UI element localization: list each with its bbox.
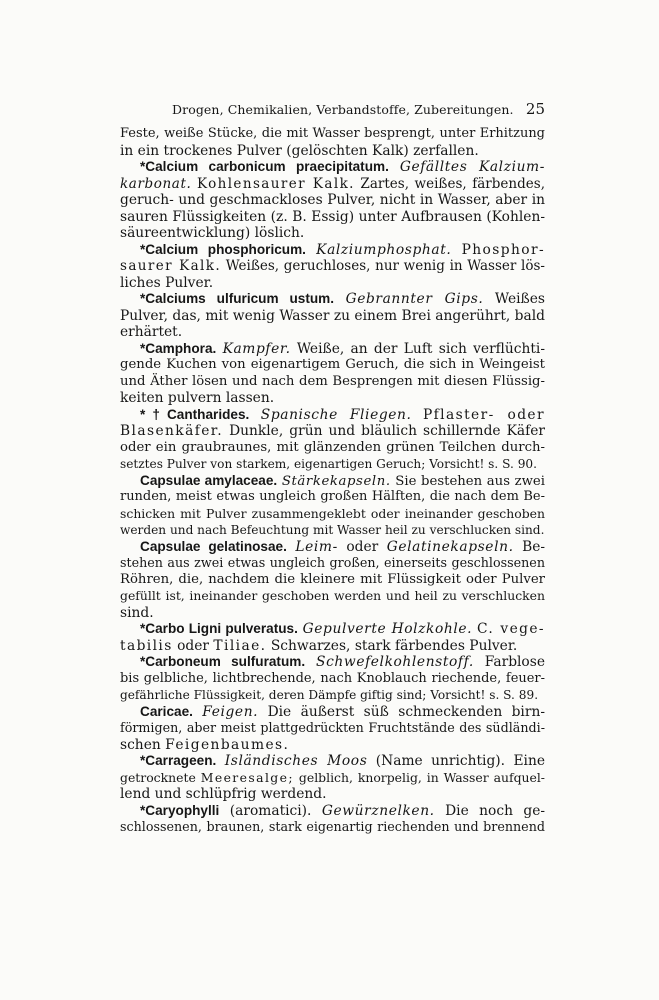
text-line: keiten pulvern lassen.: [120, 390, 275, 406]
entry-text: Eine: [513, 753, 546, 769]
entry-lemma: *Carboneum sulfuratum.: [140, 654, 306, 669]
entry-german-name: Gefälltes Kalzium-: [399, 159, 546, 175]
entry-text: (Name unrichtig).: [375, 753, 506, 769]
text-line: [120, 638, 545, 655]
entry-text: Zartes, weißes, färbendes,: [360, 175, 545, 192]
entry-camphora: [120, 341, 545, 358]
entry-cantharides: [120, 407, 545, 424]
entry-german-name: Feigen.: [202, 703, 259, 720]
entry-spaced-name: saurer Kalk.: [120, 258, 222, 274]
text-line: schicken mit Pulver zusammengeklebt oder ineinander geschoben: [120, 505, 545, 521]
text-line: schlossenen, braunen, stark eigenartig riechenden und brennend: [120, 819, 545, 834]
entry-spaced-name: Meeresalge;: [200, 769, 294, 785]
text-line: Pulver, das, mit wenig Wasser zu einem Brei angerührt, bald: [120, 307, 545, 324]
entry-spaced-name: Feigenbaumes.: [165, 736, 290, 753]
entry-calcium-carbonicum: [120, 159, 545, 176]
entry-lemma: *Calcium carbonicum praecipitatum.: [140, 159, 389, 174]
entry-german-name: Kalziumphosphat.: [316, 241, 452, 258]
text-line: werden und nach Befeuchtung mit Wasser heil zu verschlucken sind.: [120, 523, 545, 537]
entry-text: Schwarzes, stark färbendes Pulver.: [270, 637, 518, 654]
text-line: geruch- und geschmackloses Pulver, nicht in Wasser, aber in: [120, 192, 545, 208]
text-line: gende Kuchen von eigenartigem Geruch, die sich in Weingeist: [120, 357, 545, 372]
text-line: [120, 423, 545, 440]
entry-spaced-name: Blasenkäfer.: [120, 423, 224, 439]
entry-capsulae-gelatinosae: [120, 539, 545, 556]
entry-spaced-name: Pflaster- oder: [422, 406, 545, 423]
entry-text: Die äußerst süß schmeckenden birn-: [267, 703, 545, 720]
text-line: in ein trockenes Pulver (gelöschten Kalk) zerfallen.: [120, 142, 479, 159]
text-line: [120, 770, 545, 787]
text-line: [120, 258, 545, 275]
entry-german-name: karbonat.: [120, 175, 192, 192]
entry-capsulae-amylaceae: [120, 473, 545, 490]
text-line: erhärtet.: [120, 324, 183, 340]
entry-german-name: Isländisches Moos: [224, 753, 368, 769]
text-line: förmigen, aber meist plattgedrückten Fruchtstände des südländi-: [120, 720, 545, 735]
entry-text: Weißes: [494, 291, 546, 307]
entry-lemma: *Calcium phosphoricum.: [140, 241, 306, 257]
entry-lemma: Caricae.: [140, 703, 193, 719]
text-line: sind.: [120, 604, 154, 621]
text-line: liches Pulver.: [120, 274, 214, 291]
text-line: bis gelbliche, lichtbrechende, nach Knoblauch riechende, feuer-: [120, 670, 545, 686]
entry-text: Weiße, an der Luft sich verflüchti-: [296, 340, 545, 357]
entry-german-name: Stärkekapseln.: [281, 473, 391, 489]
text-line: [120, 737, 545, 754]
entry-text: Farblose: [484, 654, 545, 670]
entry-german-name: Gepulverte Holzkohle.: [302, 621, 473, 637]
text-line: runden, meist etwas ungleich großen Hälften, die nach dem Be-: [120, 489, 545, 504]
entry-calciums-ulfuricum: [120, 291, 545, 308]
entry-carrageen: [120, 753, 545, 770]
entry-spaced-name: Kohlensaurer Kalk.: [196, 175, 355, 192]
body-text: [120, 126, 545, 836]
entry-german-name: Leim-: [295, 538, 338, 555]
text-line: lend und schlüpfrig werdend.: [120, 786, 327, 802]
text-line: oder ein graubraunes, mit glänzenden grünen Teilchen durch-: [120, 439, 545, 455]
entry-spaced-name: Phosphor-: [461, 241, 546, 258]
page-number: 25: [525, 100, 545, 118]
text-line: gefüllt ist, ineinander geschoben werden und heil zu verschlucken: [120, 588, 545, 603]
entry-lemma: *Carrageen.: [140, 753, 217, 768]
text-line: säureentwicklung) löslich.: [120, 225, 305, 241]
entry-german-name: Gewürznelken.: [321, 802, 435, 819]
text-line: gefährliche Flüssigkeit, deren Dämpfe giftig sind; Vorsicht! s. S. 89.: [120, 688, 539, 702]
entry-lemma: *Camphora.: [140, 340, 217, 356]
entry-lemma: *†Cantharides.: [140, 406, 250, 422]
text-line: Röhren, die, nachdem die kleinere mit Flüssigkeit oder Pulver: [120, 571, 545, 587]
text-line: [120, 176, 545, 193]
entry-carboneum-sulfuratum: [120, 654, 545, 671]
entry-lemma: Capsulae gelatinosae.: [140, 538, 287, 554]
entry-german-name: Gebrannter Gips.: [345, 291, 484, 307]
entry-text: getrocknete: [120, 769, 196, 785]
entry-text: (aromatici).: [229, 802, 312, 819]
entry-text: gelblich, knorpelig, in Wasser aufquel-: [298, 769, 546, 785]
entry-lemma: Capsulae amylaceae.: [140, 472, 278, 488]
text-line: stehen aus zwei etwas ungleich großen, einerseits geschlossenen: [120, 555, 545, 570]
text-line: Feste, weiße Stücke, die mit Wasser besprengt, unter Erhitzung: [120, 126, 545, 141]
entry-spaced-name: Tiliae.: [213, 637, 267, 654]
entry-german-name: Kampfer.: [222, 340, 291, 357]
text-line: setztes Pulver von starkem, eigenartigen Geruch; Vorsicht! s. S. 90.: [120, 457, 537, 471]
entry-caricae: [120, 704, 545, 721]
entry-carbo-ligni: [120, 621, 545, 638]
entry-german-name: Gelatinekapseln.: [386, 538, 514, 555]
entry-text: Sie bestehen aus zwei: [395, 473, 545, 489]
entry-german-name: Spanische Fliegen.: [260, 406, 412, 423]
entry-text: Dunkle, grün und bläulich schillernde Käfer: [229, 423, 546, 439]
entry-lemma: *Carbo Ligni pulveratus.: [140, 621, 298, 636]
entry-text: Be-: [522, 538, 546, 555]
entry-caryophylli: [120, 803, 545, 820]
entry-text: schen: [120, 736, 161, 753]
text-line: sauren Flüssigkeiten (z. B. Essig) unter Aufbrausen (Kohlen-: [120, 208, 545, 225]
entry-text: oder: [346, 538, 379, 555]
entry-spaced-name: C. vege-: [476, 621, 545, 637]
entry-german-name: Schwefelkohlenstoff.: [316, 654, 474, 670]
entry-text: Weißes, geruchloses, nur wenig in Wasser lös-: [225, 258, 545, 274]
entry-spaced-name: tabilis: [120, 637, 173, 654]
entry-text: Die noch ge-: [445, 802, 546, 819]
entry-text: oder: [177, 637, 210, 654]
running-head: Drogen, Chemikalien, Verbandstoffe, Zubereitungen.: [172, 102, 514, 117]
entry-calcium-phosphoricum: [120, 242, 545, 259]
page-header: [120, 100, 545, 122]
entry-lemma: *Calciums ulfuricum ustum.: [140, 291, 335, 306]
text-line: und Äther lösen und nach dem Besprengen mit diesen Flüssig-: [120, 373, 545, 389]
entry-lemma: *Caryophylli: [140, 802, 220, 818]
